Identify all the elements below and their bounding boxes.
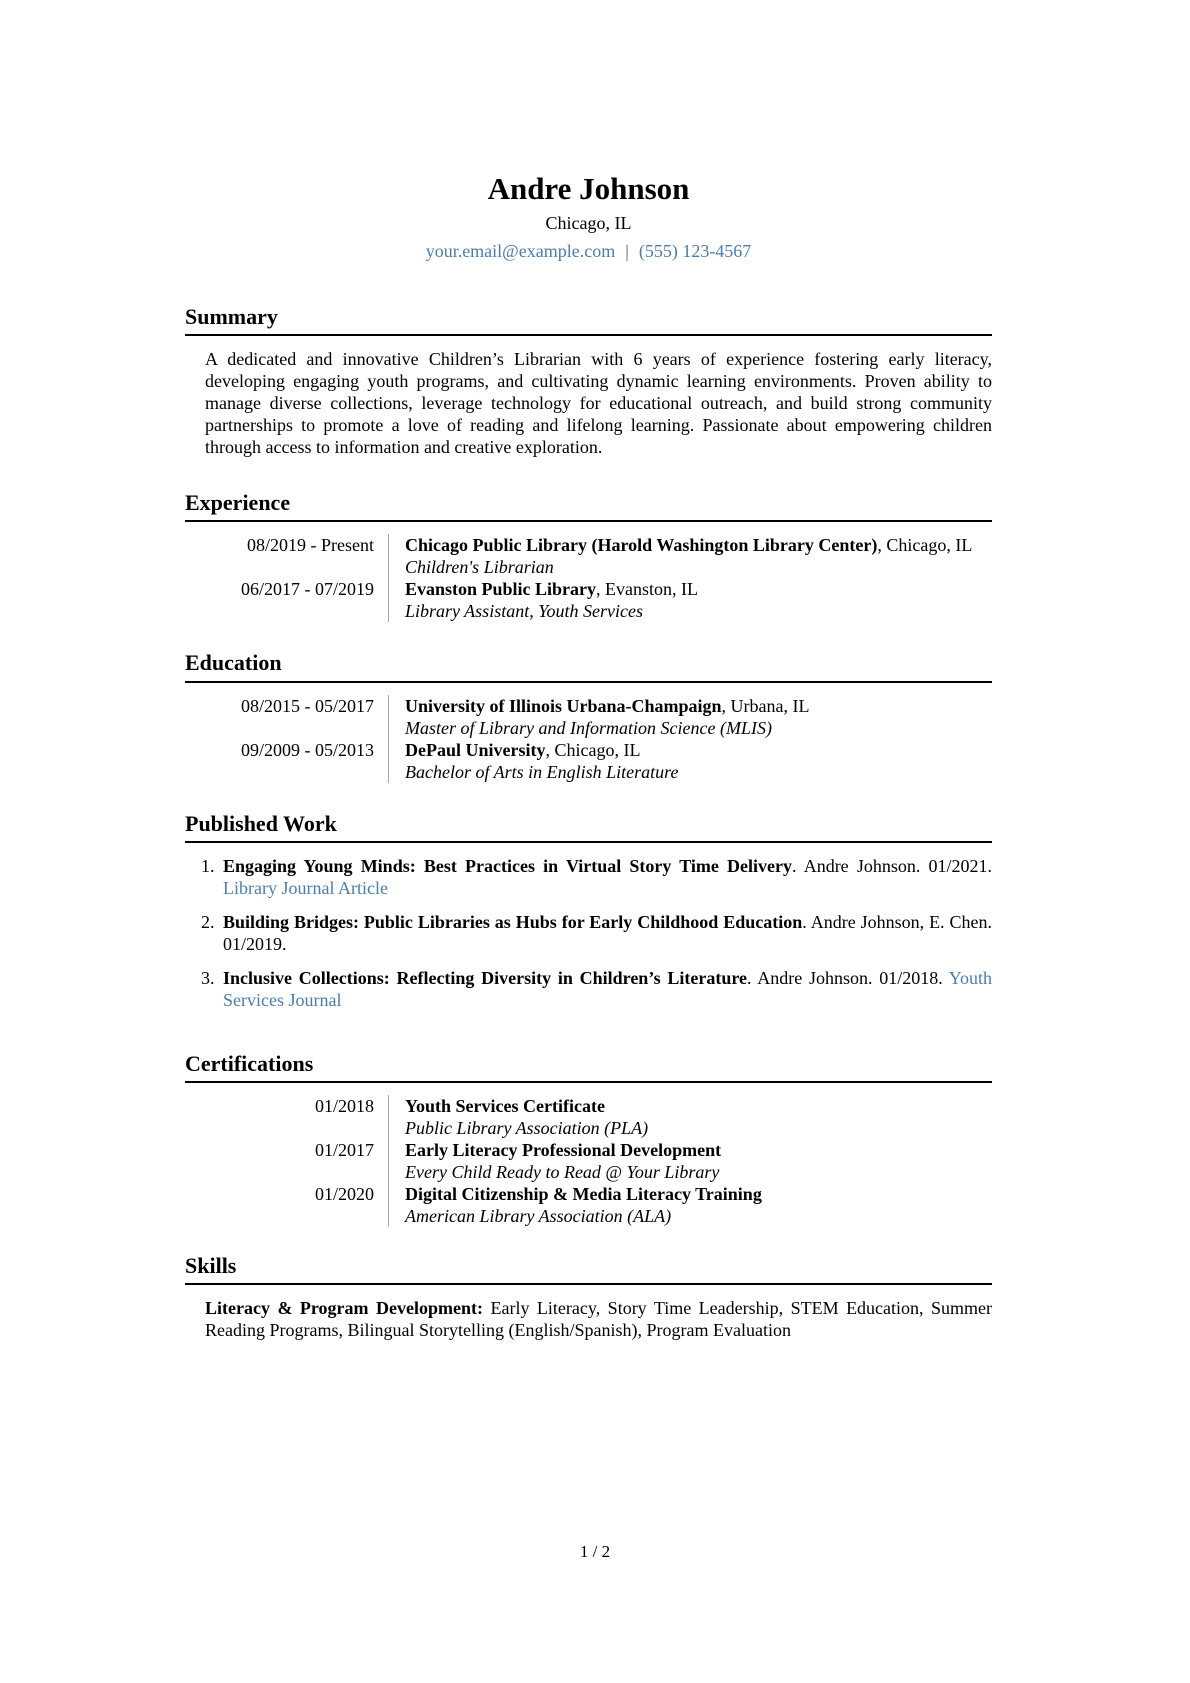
contact-line <box>185 242 992 262</box>
entry-school-location: , Urbana, IL <box>721 695 810 716</box>
publication-number: 1. <box>201 855 215 876</box>
section-title-experience: Experience <box>185 490 992 522</box>
phone-link[interactable]: (555) 123-4567 <box>638 240 752 261</box>
summary-body <box>185 348 992 458</box>
entry-title <box>405 1095 992 1117</box>
certification-issuer: Every Child Ready to Read @ Your Library <box>405 1162 720 1183</box>
publication-text <box>223 855 992 899</box>
publication-link[interactable]: Youth Services Journal <box>223 967 992 1010</box>
publication-item <box>201 967 992 1011</box>
entry-details <box>388 695 992 739</box>
section-title-certifications: Certifications <box>185 1051 992 1083</box>
entry-dates: 08/2019 - Present <box>247 535 374 556</box>
email-link[interactable]: your.email@example.com <box>425 240 616 261</box>
entry-details <box>388 739 992 783</box>
publication-text <box>223 911 992 955</box>
entry-role: Children's Librarian <box>405 557 554 578</box>
publication-title: Engaging Young Minds: Best Practices in Virtual Story Time Delivery <box>223 855 793 876</box>
page-indicator: 1 / 2 <box>579 1542 611 1561</box>
entry-details <box>388 1095 992 1139</box>
skill-list: Early Literacy, Story Time Leadership, STEM Education, Summer Reading Programs, Bilingual Storytelling (English/Spanish), Program Evaluation <box>205 1298 993 1341</box>
education-entry <box>205 695 992 739</box>
skill-category: Literacy & Program Development: <box>205 1298 483 1319</box>
entry-title <box>405 1139 992 1161</box>
section-skills <box>185 1253 992 1341</box>
entry-org-location: , Evanston, IL <box>596 579 699 600</box>
section-summary <box>185 304 992 458</box>
entry-role: Library Assistant, Youth Services <box>405 601 644 622</box>
certification-name: Youth Services Certificate <box>405 1096 605 1117</box>
section-education <box>185 650 992 782</box>
certification-entry <box>205 1183 992 1227</box>
entry-title <box>405 739 992 761</box>
skills-body <box>185 1297 992 1341</box>
publication-link[interactable]: Library Journal Article <box>223 877 388 898</box>
publication-title: Building Bridges: Public Libraries as Hubs for Early Childhood Education <box>223 911 803 932</box>
section-experience <box>185 490 992 622</box>
entry-degree: Bachelor of Arts in English Literature <box>405 761 679 782</box>
certification-name: Early Literacy Professional Development <box>405 1140 722 1161</box>
published-work-body <box>185 855 992 1011</box>
entry-title <box>405 534 992 556</box>
publication-number: 2. <box>201 911 215 932</box>
entry-details <box>388 534 992 578</box>
publication-authors-date: . Andre Johnson. 01/2021. <box>792 855 992 876</box>
experience-entry <box>205 534 992 578</box>
publication-title: Inclusive Collections: Reflecting Diversity in Children’s Literature <box>223 967 748 988</box>
section-title-published-work: Published Work <box>185 811 992 843</box>
entry-dates: 01/2018 <box>314 1096 374 1117</box>
entry-school-location: , Chicago, IL <box>545 739 641 760</box>
certification-issuer: American Library Association (ALA) <box>405 1206 672 1227</box>
entry-org: Chicago Public Library (Harold Washington Library Center) <box>405 535 878 556</box>
experience-entry <box>205 578 992 622</box>
publication-number: 3. <box>201 967 215 988</box>
publication-text <box>223 967 992 1011</box>
entry-dates: 09/2009 - 05/2013 <box>241 739 374 760</box>
section-certifications <box>185 1051 992 1227</box>
publication-item <box>201 911 992 955</box>
certification-entry <box>205 1139 992 1183</box>
education-body <box>185 695 992 783</box>
publication-item <box>201 855 992 899</box>
certification-entry <box>205 1095 992 1139</box>
entry-school: DePaul University <box>405 739 546 760</box>
education-entry <box>205 739 992 783</box>
entry-org: Evanston Public Library <box>405 579 597 600</box>
section-title-education: Education <box>185 650 992 682</box>
entry-title <box>405 695 992 717</box>
section-title-summary: Summary <box>185 304 992 336</box>
entry-school: University of Illinois Urbana-Champaign <box>405 695 722 716</box>
entry-details <box>388 578 992 622</box>
section-published-work <box>185 811 992 1011</box>
section-title-skills: Skills <box>185 1253 992 1285</box>
publication-authors-date: . Andre Johnson, E. Chen. 01/2019. <box>223 911 992 954</box>
entry-org-location: , Chicago, IL <box>877 535 973 556</box>
candidate-location: Chicago, IL <box>545 213 632 234</box>
publication-authors-date: . Andre Johnson. 01/2018. <box>747 967 949 988</box>
entry-details <box>388 1183 992 1227</box>
entry-degree: Master of Library and Information Science (MLIS) <box>405 717 772 738</box>
entry-title <box>405 1183 992 1205</box>
summary-text: A dedicated and innovative Children’s Librarian with 6 years of experience fostering early literacy, developing engaging youth programs, and cultivating dynamic learning environments. Proven ability to manage diverse collections, leverage technology for educational outreach, and build strong community partnerships to promote a love of reading and lifelong learning. Passionate about empowering children through access to information and creative exploration. <box>205 348 992 457</box>
entry-dates: 01/2017 <box>314 1140 374 1161</box>
resume-header <box>185 172 992 262</box>
certification-issuer: Public Library Association (PLA) <box>405 1118 649 1139</box>
candidate-name: Andre Johnson <box>487 171 690 206</box>
entry-dates: 08/2015 - 05/2017 <box>241 695 374 716</box>
certification-name: Digital Citizenship & Media Literacy Training <box>405 1184 762 1205</box>
entry-dates: 01/2020 <box>314 1184 374 1205</box>
certifications-body <box>185 1095 992 1227</box>
entry-details <box>388 1139 992 1183</box>
entry-dates: 06/2017 - 07/2019 <box>241 579 374 600</box>
skill-line <box>205 1297 992 1341</box>
experience-body <box>185 534 992 622</box>
entry-title <box>405 578 992 600</box>
contact-separator: | <box>625 240 629 261</box>
